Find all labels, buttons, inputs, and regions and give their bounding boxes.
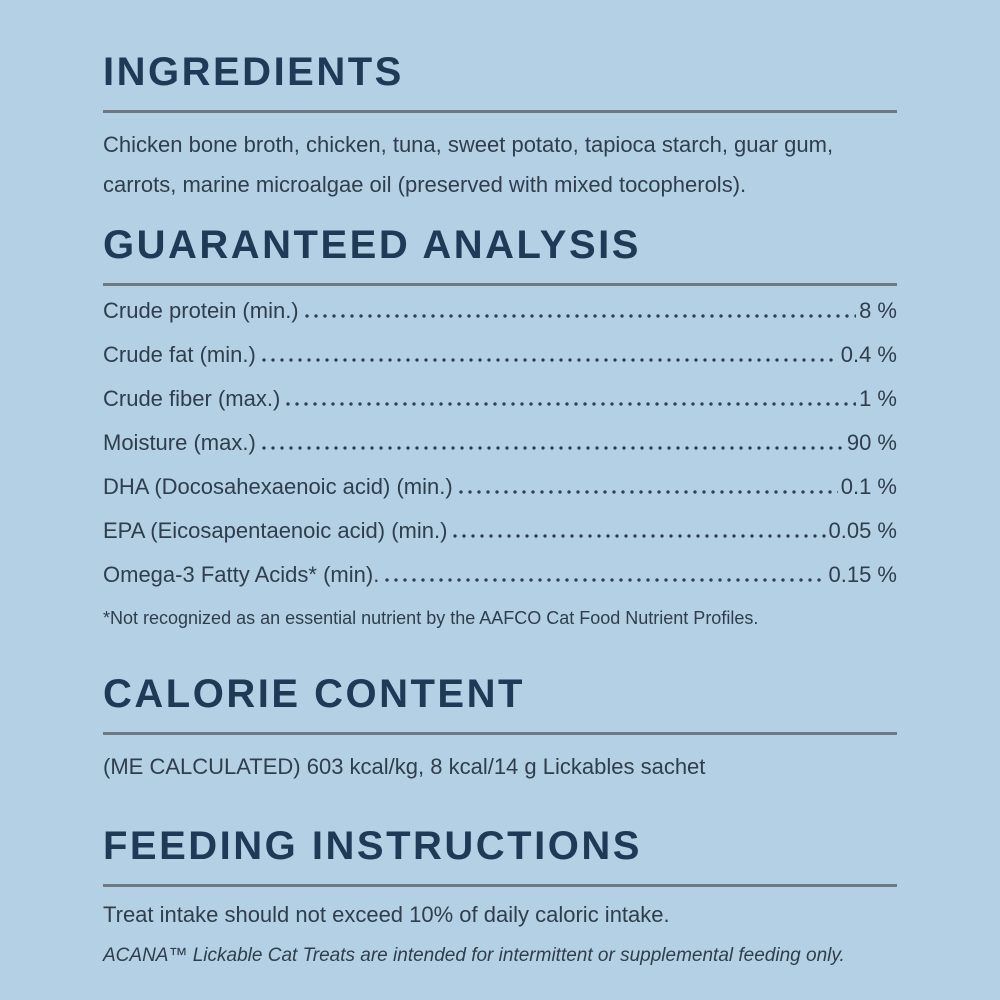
analysis-row-value: 0.05 % (828, 518, 897, 543)
guaranteed-analysis-section (103, 225, 897, 628)
analysis-row-epa (103, 520, 897, 542)
guaranteed-analysis-divider-rule (103, 283, 897, 286)
analysis-row-omega-3 (103, 564, 897, 586)
dot-leader (459, 490, 838, 494)
analysis-row-crude-fat (103, 344, 897, 366)
feeding-instructions-text: Treat intake should not exceed 10% of daily caloric intake. (103, 902, 670, 927)
dot-leader (305, 314, 856, 318)
aafco-footnote: *Not recognized as an essential nutrient by the AAFCO Cat Food Nutrient Profiles. (103, 608, 759, 628)
analysis-row-value: 0.1 % (840, 474, 897, 499)
analysis-row-label: Omega-3 Fatty Acids* (min). (103, 562, 380, 587)
analysis-row-crude-fiber (103, 388, 897, 410)
dot-leader (262, 358, 838, 362)
calorie-content-title: CALORIE CONTENT (103, 672, 525, 716)
ingredients-title: INGREDIENTS (103, 50, 404, 94)
calorie-content-text: (ME CALCULATED) 603 kcal/kg, 8 kcal/14 g Lickables sachet (103, 754, 706, 779)
ingredients-section (103, 52, 897, 205)
dot-leader (385, 578, 825, 582)
analysis-row-value: 8 % (859, 298, 897, 323)
calorie-content-section (103, 674, 897, 779)
dot-leader (453, 534, 825, 538)
analysis-row-moisture (103, 432, 897, 454)
guaranteed-analysis-title: GUARANTEED ANALYSIS (103, 223, 641, 267)
supplemental-feeding-note: ACANA™ Lickable Cat Treats are intended for intermittent or supplemental feeding only. (103, 945, 845, 966)
analysis-row-value: 0.4 % (840, 342, 897, 367)
dot-leader (286, 402, 856, 406)
analysis-row-label: DHA (Docosahexaenoic acid) (min.) (103, 474, 453, 499)
guaranteed-analysis-table (103, 300, 897, 586)
dot-leader (262, 446, 844, 450)
analysis-row-label: Crude fat (min.) (103, 342, 256, 367)
analysis-row-value: 90 % (846, 430, 897, 455)
ingredients-divider-rule (103, 110, 897, 113)
feeding-instructions-section (103, 826, 897, 967)
analysis-row-label: Moisture (max.) (103, 430, 256, 455)
analysis-row-crude-protein (103, 300, 897, 322)
analysis-row-dha (103, 476, 897, 498)
feeding-instructions-title: FEEDING INSTRUCTIONS (103, 824, 642, 868)
analysis-row-label: Crude fiber (max.) (103, 386, 281, 411)
analysis-row-value: 1 % (859, 386, 897, 411)
calorie-content-divider-rule (103, 732, 897, 735)
analysis-row-value: 0.15 % (828, 562, 897, 587)
analysis-row-label: EPA (Eicosapentaenoic acid) (min.) (103, 518, 448, 543)
ingredients-text: Chicken bone broth, chicken, tuna, sweet potato, tapioca starch, guar gum, carrots, marine microalgae oil (preserved with mixed tocopherols). (103, 132, 834, 197)
analysis-row-label: Crude protein (min.) (103, 298, 299, 323)
feeding-instructions-divider-rule (103, 884, 897, 887)
